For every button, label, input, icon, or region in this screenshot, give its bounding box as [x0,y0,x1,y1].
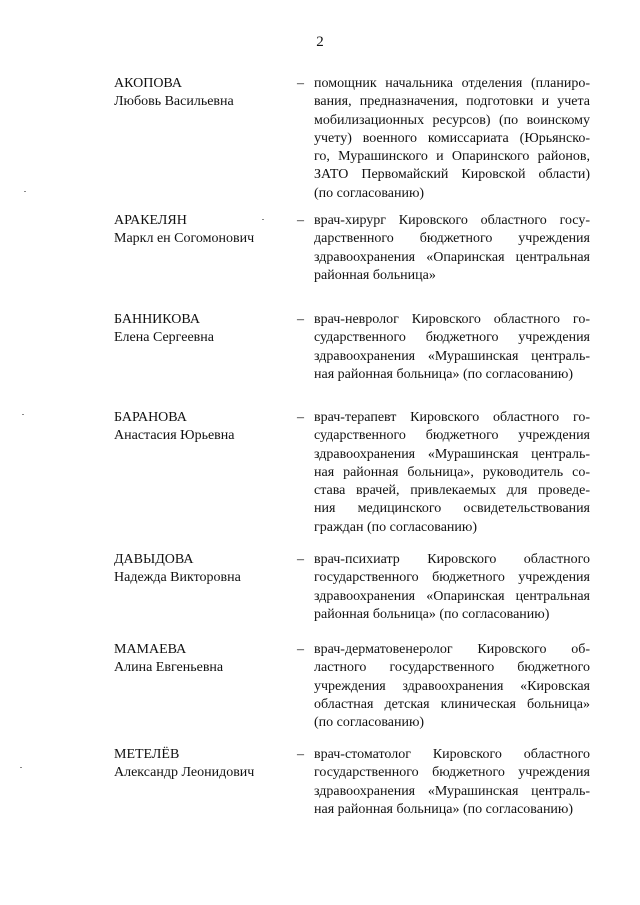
person-name [114,212,294,249]
person-name [114,746,294,783]
dash-separator: – [297,312,304,327]
position-description [314,641,590,732]
person-given-names: Анастасия Юрьевна [114,428,235,444]
description-line: ния медицинского освидетельствования [314,501,590,517]
description-line: граждан (по согласованию) [314,519,478,535]
person-surname: АРАКЕЛЯН [114,213,187,228]
position-description [314,551,590,624]
description-line: районная больница» (по согласованию) [314,606,550,622]
position-description [314,311,590,384]
description-line: врач-хирург Кировского областного госу- [314,213,590,228]
description-line: государственного бюджетного учреждения [314,765,590,781]
description-line: учреждения здравоохранения «Кировская [314,678,590,694]
description-line: ная районная больница», руководитель со- [314,464,590,480]
person-surname: ДАВЫДОВА [114,552,194,567]
description-line: здравоохранения «Мурашинская централь- [314,348,590,364]
description-line: врач-дерматовенеролог Кировского об- [314,642,590,657]
description-line: помощник начальника отделения (планиро- [314,76,590,91]
description-line: сударственного бюджетного учреждения [314,428,590,444]
description-line: ная районная больница» (по согласованию) [314,801,574,817]
description-line: здравоохранения «Мурашинская централь- [314,783,590,799]
description-line: врач-психиатр Кировского областного [314,552,590,567]
description-line: става врачей, привлекаемых для проведе- [314,483,590,499]
position-description [314,409,590,537]
dash-separator: – [297,642,304,657]
person-name [114,409,294,446]
person-given-names: Александр Леонидович [114,765,255,781]
description-line: ластного государственного бюджетного [314,660,590,676]
dash-separator: – [297,747,304,762]
scan-speck [22,414,24,415]
dash-separator: – [297,410,304,425]
dash-separator: – [297,76,304,91]
description-line: врач-терапевт Кировского областного го- [314,410,590,425]
person-name [114,551,294,588]
dash-separator: – [297,552,304,567]
person-surname: МАМАЕВА [114,642,187,657]
person-name [114,311,294,348]
description-line: здравоохранения «Мурашинская централь- [314,446,590,462]
description-line: государственного бюджетного учреждения [314,570,590,586]
position-description [314,212,590,285]
person-surname: БАННИКОВА [114,312,200,327]
person-given-names: Елена Сергеевна [114,330,214,346]
person-surname: АКОПОВА [114,76,182,91]
description-line: сударственного бюджетного учреждения [314,330,590,346]
description-line: учету) военного комиссариата (Юрьянско- [314,130,590,146]
page-number: 2 [316,34,324,50]
description-line: дарственного бюджетного учреждения [314,231,590,247]
scan-speck [24,191,26,192]
position-description [314,75,590,203]
description-line: районная больница» [314,267,436,283]
description-line: врач-стоматолог Кировского областного [314,747,590,762]
person-given-names: Надежда Викторовна [114,570,241,586]
person-surname: МЕТЕЛЁВ [114,747,180,762]
description-line: мобилизационных ресурсов) (по воинскому [314,112,590,128]
scan-speck [262,219,264,220]
person-given-names: Алина Евгеньевна [114,660,224,676]
description-line: здравоохранения «Опаринская центральная [314,249,590,265]
position-description [314,746,590,819]
description-line: ная районная больница» (по согласованию) [314,366,574,382]
description-line: го, Мурашинского и Опаринского районов, [314,149,590,165]
person-name [114,641,294,678]
description-line: вания, предназначения, подготовки и учета [314,94,590,110]
scan-speck [20,767,22,768]
description-line: врач-невролог Кировского областного го- [314,312,590,327]
description-line: (по согласованию) [314,715,425,731]
person-given-names: Маркл ен Согомонович [114,231,255,247]
dash-separator: – [297,213,304,228]
description-line: (по согласованию) [314,185,425,201]
description-line: областная детская клиническая больница» [314,696,590,712]
description-line: здравоохранения «Опаринская центральная [314,588,590,604]
person-name [114,75,294,112]
person-surname: БАРАНОВА [114,410,187,425]
description-line: ЗАТО Первомайский Кировской области) [314,167,590,183]
person-given-names: Любовь Васильевна [114,94,234,110]
